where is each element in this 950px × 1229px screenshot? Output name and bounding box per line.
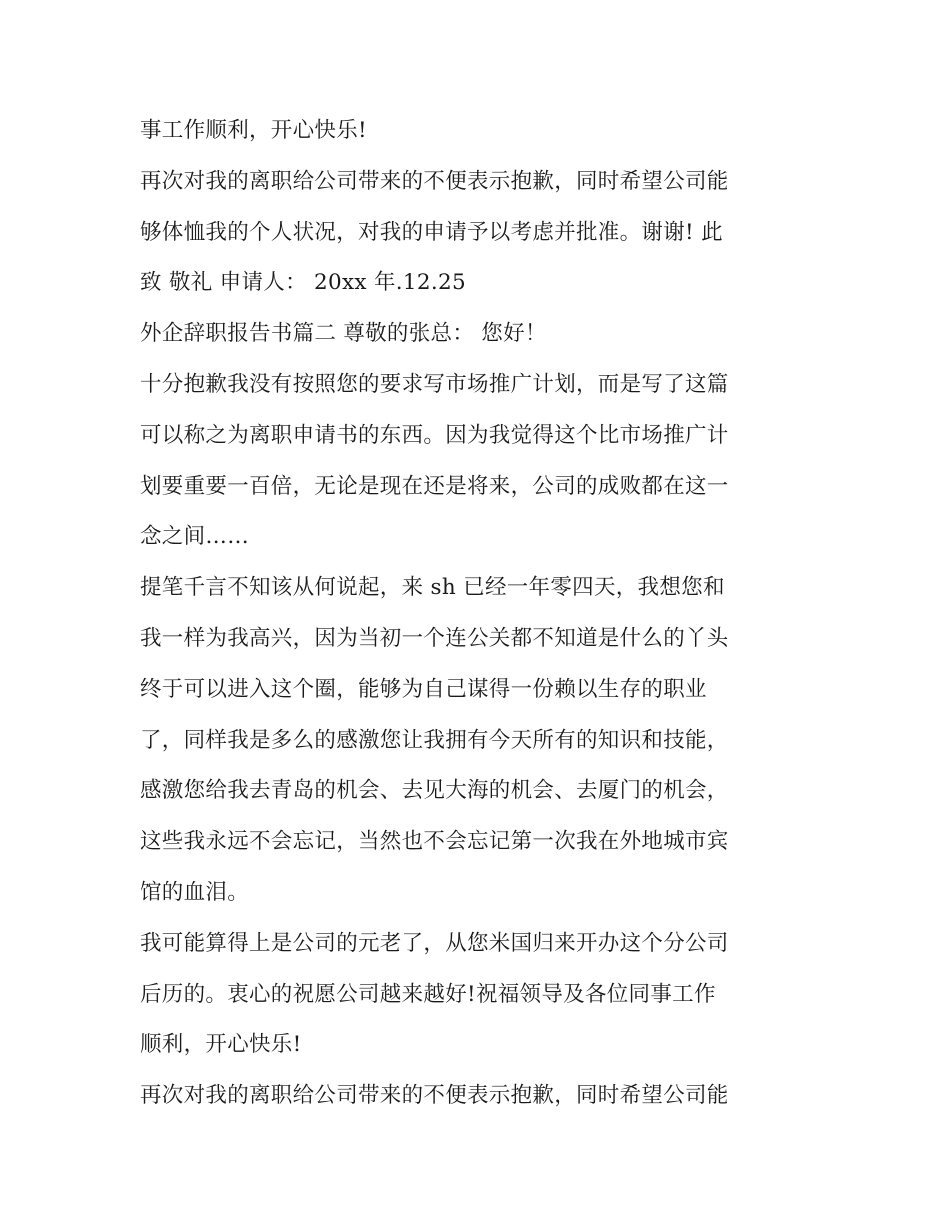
text-line: 再次对我的离职给公司带来的不便表示抱歉，同时希望公司能 [140,168,729,194]
text-line: 感激您给我去青岛的机会、去见大海的机会、去厦门的机会， [140,778,729,804]
text-line: 划要重要一百倍，无论是现在还是将来，公司的成败都在这一 [140,473,729,499]
text-line: 外企辞职报告书篇二 尊敬的张总： 您好！ [140,321,547,347]
text-line: 后历的。衷心的祝愿公司越来越好!祝福领导及各位同事工作 [140,981,716,1007]
text-line: 念之间…… [140,524,250,550]
text-line: 够体恤我的个人状况，对我的申请予以考虑并批准。谢谢! 此 [140,219,723,245]
text-line: 了，同样我是多么的感激您让我拥有今天所有的知识和技能， [140,727,729,753]
text-line: 事工作顺利，开心快乐! [140,118,367,143]
text-line: 馆的血泪。 [140,879,250,905]
text-line: 可以称之为离职申请书的东西。因为我觉得这个比市场推广计 [140,422,729,448]
text-line: 提笔千言不知该从何说起，来 sh 已经一年零四天，我想您和 [140,575,725,601]
document-body [140,106,820,1122]
text-line: 我一样为我高兴，因为当初一个连公关都不知道是什么的丫头 [140,625,729,651]
text-line: 终于可以进入这个圈，能够为自己谋得一份赖以生存的职业 [140,676,707,702]
text-line: 顺利，开心快乐! [140,1032,302,1058]
text-line: 这些我永远不会忘记，当然也不会忘记第一次我在外地城市宾 [140,829,729,855]
text-line: 十分抱歉我没有按照您的要求写市场推广计划，而是写了这篇 [140,371,729,397]
text-line: 致 敬礼 申请人： 20xx 年.12.25 [140,270,466,296]
text-line: 再次对我的离职给公司带来的不便表示抱歉，同时希望公司能 [140,1083,729,1109]
text-line: 我可能算得上是公司的元老了，从您米国归来开办这个分公司 [140,930,729,956]
